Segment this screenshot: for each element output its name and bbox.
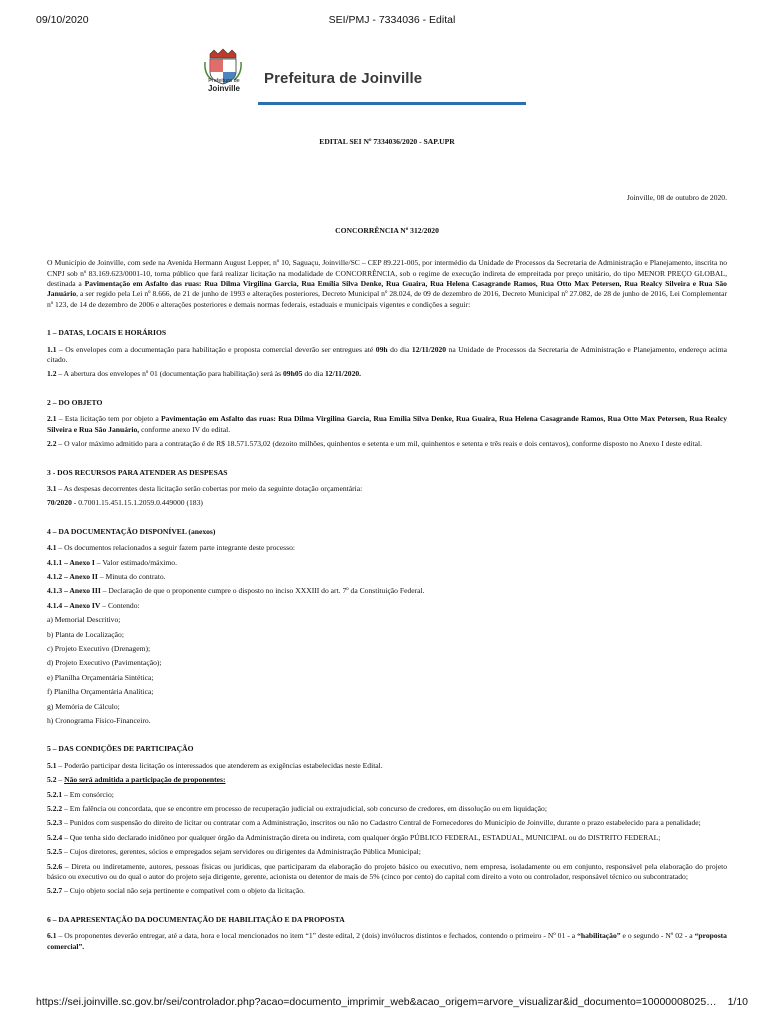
intro-text-c: , a ser regido pela Lei nº 8.666, de 21 de junho de 1993 e alterações posteriores, Decreto Municipal nº 28.024, de 09 de dezembro de 2016, Decreto Municipal nº 27.082, de 28 de junho de 2016, Lei Complementar nº 123, de 14 de dezembro de 2006 e alterações posteriores e demais normas federais, estaduais e municipais vigentes e condições a seguir: bbox=[47, 289, 727, 309]
place-date: Joinville, 08 de outubro de 2020. bbox=[626, 193, 727, 203]
annex-text: – Declaração de que o proponente cumpre o disposto no inciso XXXIII do art. 7º da Constituição Federal. bbox=[100, 586, 425, 596]
section-4-heading: 4 – DA DOCUMENTAÇÃO DISPONÍVEL (anexos) bbox=[47, 526, 216, 536]
print-doc-title: SEI/PMJ - 7334036 - Edital bbox=[328, 14, 456, 26]
crest-caption bbox=[196, 78, 252, 92]
item-2-1 bbox=[47, 414, 727, 435]
crest-line1: Prefeitura de bbox=[208, 78, 240, 84]
item-1-1 bbox=[47, 345, 727, 366]
item-text: – Os envelopes com a documentação para habilitação e proposta comercial deverão ser entregues até bbox=[56, 344, 376, 354]
item-text: e o segundo - Nº 02 - a bbox=[620, 931, 695, 941]
print-footer bbox=[36, 996, 748, 1010]
item-5-2-1 bbox=[47, 790, 727, 800]
item-num: 5.2.3 bbox=[47, 818, 63, 828]
intro-text-a: O Município de Joinville, com sede na Avenida Hermann August Lepper, nº 10, Saguaçu, Joinville/SC – CEP 89.221-005, por intermédio da Unidade de Processos da Secretaria de Administração e Planejamento, inscrita no CNPJ sob nº 83.169.623/0001-10, torna público que fará realizar licitação na modalidade de CONCORRÊNCIA, sob o regime de execução indireta de empreitada por preço unitário, do tipo MENOR PREÇO GLOBAL, destinada a bbox=[47, 258, 727, 289]
item-num: 2.2 bbox=[47, 439, 57, 449]
envelope-2: “proposta comercial”. bbox=[47, 931, 727, 951]
annex-3 bbox=[47, 586, 727, 596]
item-5-2-7 bbox=[47, 886, 727, 896]
print-url: https://sei.joinville.sc.gov.br/sei/controlador.php?acao=documento_imprimir_web&acao_origem=arvore_visualizar&id_documento=10000008025… bbox=[36, 996, 717, 1008]
annex-1 bbox=[47, 558, 727, 568]
item-text: – Esta licitação tem por objeto a bbox=[56, 414, 162, 424]
annex-list-item: c) Projeto Executivo (Drenagem); bbox=[47, 643, 151, 653]
budget-line bbox=[47, 498, 727, 508]
print-header bbox=[36, 14, 748, 28]
item-text: – O valor máximo admitido para a contratação é de R$ 18.571.573,02 (dezoito milhões, quinhentos e setenta e um mil, quinhentos e setenta e três reais e dois centavos), conforme disposto no Anexo I deste edital. bbox=[56, 439, 703, 449]
annex-label: 4.1.4 – Anexo IV bbox=[47, 600, 101, 610]
item-text: – bbox=[56, 775, 65, 785]
item-text: – Cujo objeto social não seja pertinente e compatível com o objeto da licitação. bbox=[62, 886, 305, 896]
item-num: 5.2.5 bbox=[47, 847, 63, 857]
item-text: conforme anexo IV do edital. bbox=[139, 424, 231, 434]
item-text: – Punidos com suspensão do direito de licitar ou contratar com a Administração, inscritos ou não no Cadastro Central de Fornecedores do Município de Joinville, durante o prazo estabelecido para a penalidade; bbox=[62, 818, 701, 828]
logo-divider bbox=[258, 102, 526, 105]
item-5-2-2 bbox=[47, 804, 727, 814]
item-num: 1.1 bbox=[47, 344, 57, 354]
annex-list-item: e) Planilha Orçamentária Sintética; bbox=[47, 672, 154, 682]
item-text: do dia bbox=[387, 344, 412, 354]
item-text: – Que tenha sido declarado inidôneo por qualquer órgão da Administração direta ou indireta, com qualquer órgão PÚBLICO FEDERAL, ESTADUAL, MUNICIPAL ou do DISTRITO FEDERAL; bbox=[62, 832, 661, 842]
item-num: 5.2.2 bbox=[47, 804, 63, 814]
item-num: 6.1 bbox=[47, 931, 57, 941]
item-5-2-5 bbox=[47, 847, 727, 857]
item-date: 12/11/2020 bbox=[411, 344, 447, 354]
item-text: – A abertura dos envelopes nº 01 (documentação para habilitação) será às bbox=[56, 369, 283, 379]
item-time: 09h05 bbox=[283, 369, 303, 379]
annex-text: – Valor estimado/máximo. bbox=[94, 557, 178, 567]
annex-label: 4.1.1 – Anexo I bbox=[47, 557, 95, 567]
item-5-2-6 bbox=[47, 862, 727, 883]
intro-text-streets: Pavimentação em Asfalto das ruas: Rua Dilma Virgilina Garcia, Rua Emília Silva Denke, Rua Guaira, Rua Helena Casagrande Ramos, Rua Otto Max Petersen, Rua Realcy Silveira e Rua São Januário bbox=[47, 279, 727, 299]
item-num: 4.1 bbox=[47, 543, 57, 553]
item-num: 5.2.4 bbox=[47, 832, 63, 842]
annex-text: – Contendo: bbox=[100, 600, 140, 610]
section-5-heading: 5 – DAS CONDIÇÕES DE PARTICIPAÇÃO bbox=[47, 744, 194, 754]
item-text: – Cujos diretores, gerentes, sócios e empregados sejam servidores ou dirigentes da Administração Pública Municipal; bbox=[62, 847, 421, 857]
section-2-heading: 2 – DO OBJETO bbox=[47, 397, 103, 407]
item-num: 5.1 bbox=[47, 760, 57, 770]
item-text: – Os documentos relacionados a seguir fazem parte integrante deste processo: bbox=[56, 543, 295, 553]
edital-title: EDITAL SEI Nº 7334036/2020 - SAP.UPR bbox=[319, 137, 455, 146]
item-date: 12/11/2020. bbox=[325, 369, 362, 379]
annex-list-item: g) Memória de Cálculo; bbox=[47, 701, 120, 711]
annex-label: 4.1.3 – Anexo III bbox=[47, 586, 101, 596]
item-num: 5.2.6 bbox=[47, 861, 63, 871]
annex-list-item: f) Planilha Orçamentária Analítica; bbox=[47, 687, 154, 697]
item-text: – Os proponentes deverão entregar, até a data, hora e local mencionados no item “1” deste edital, 2 (dois) invólucros distintos e fechados, contendo o primeiro - Nº 01 - a bbox=[56, 931, 578, 941]
item-text: – Em falência ou concordata, que se encontre em processo de recuperação judicial ou extrajudicial, sob concurso de credores, em dissolução ou em liquidação; bbox=[62, 804, 547, 814]
section-3-heading: 3 - DOS RECURSOS PARA ATENDER AS DESPESAS bbox=[47, 467, 228, 477]
item-text: – Poderão participar desta licitação os interessados que atenderem as exigências estabelecidas neste Edital. bbox=[56, 760, 383, 770]
item-restriction: Não será admitida a participação de proponentes: bbox=[64, 775, 226, 785]
annex-list-item: d) Projeto Executivo (Pavimentação); bbox=[47, 658, 162, 668]
item-3-1 bbox=[47, 484, 727, 494]
item-4-1 bbox=[47, 543, 727, 553]
annex-list-item: a) Memorial Descritivo; bbox=[47, 615, 121, 625]
annex-2 bbox=[47, 572, 727, 582]
envelope-1: “habilitação” bbox=[577, 931, 621, 941]
item-num: 5.2 bbox=[47, 775, 57, 785]
item-text: na Unidade de Processos da Secretaria de Administração e Planejamento, endereço acima citado. bbox=[47, 344, 727, 365]
budget-year: 70/2020 bbox=[47, 498, 72, 508]
item-num: 3.1 bbox=[47, 483, 57, 493]
print-date: 09/10/2020 bbox=[36, 14, 89, 26]
item-num: 1.2 bbox=[47, 369, 57, 379]
annex-text: – Minuta do contrato. bbox=[97, 571, 166, 581]
annex-4 bbox=[47, 601, 727, 611]
item-6-1 bbox=[47, 931, 727, 952]
page-number: 1/10 bbox=[727, 996, 748, 1008]
item-time: 09h bbox=[375, 344, 388, 354]
budget-code: - 0.7001.15.451.15.1.2059.0.449000 (183) bbox=[71, 498, 203, 508]
item-5-2 bbox=[47, 775, 727, 785]
item-object: Pavimentação em Asfalto das ruas: Rua Dilma Virgilina Garcia, Rua Emília Silva Denke, Rua Guaira, Rua Helena Casagrande Ramos, Rua Otto Max Petersen, Rua Realcy Silveira e Rua São Januário, bbox=[47, 414, 727, 434]
document-body bbox=[47, 137, 727, 956]
concorrencia-title: CONCORRÊNCIA Nº 312/2020 bbox=[335, 225, 439, 235]
item-5-2-4 bbox=[47, 833, 727, 843]
annex-list-item: b) Planta de Localização; bbox=[47, 629, 124, 639]
section-6-heading: 6 – DA APRESENTAÇÃO DA DOCUMENTAÇÃO DE HABILITAÇÃO E DA PROPOSTA bbox=[47, 914, 345, 924]
annex-label: 4.1.2 – Anexo II bbox=[47, 571, 98, 581]
annex-list-item: h) Cronograma Físico-Financeiro. bbox=[47, 716, 151, 725]
item-text: do dia bbox=[302, 369, 325, 379]
item-1-2 bbox=[47, 369, 727, 379]
prefeitura-logo bbox=[196, 48, 526, 106]
logo-title: Prefeitura de Joinville bbox=[264, 70, 423, 87]
item-num: 5.2.1 bbox=[47, 789, 63, 799]
item-2-2 bbox=[47, 439, 727, 449]
item-text: – As despesas decorrentes desta licitação serão cobertas por meio da seguinte dotação orçamentária: bbox=[56, 483, 363, 493]
section-1-heading: 1 – DATAS, LOCAIS E HORÁRIOS bbox=[47, 328, 167, 338]
item-num: 2.1 bbox=[47, 414, 57, 424]
item-5-1 bbox=[47, 761, 727, 771]
item-text: – Em consórcio; bbox=[62, 789, 114, 799]
intro-paragraph bbox=[47, 258, 727, 310]
item-5-2-3 bbox=[47, 818, 727, 828]
item-num: 5.2.7 bbox=[47, 886, 63, 896]
item-text: – Direta ou indiretamente, autores, pessoas físicas ou jurídicas, que participaram da elaboração do projeto básico ou executivo, nem empresa, isoladamente ou em conjunto, responsável pela elaboração do projeto básico ou executivo ou do qual o autor do projeto seja dirigente, gerente, acionista ou detentor de mais de 5% (cinco por cento) do capital com direito a voto ou controlador, responsável técnico ou subcontratado; bbox=[47, 861, 727, 882]
crest-city: Joinville bbox=[207, 84, 240, 93]
